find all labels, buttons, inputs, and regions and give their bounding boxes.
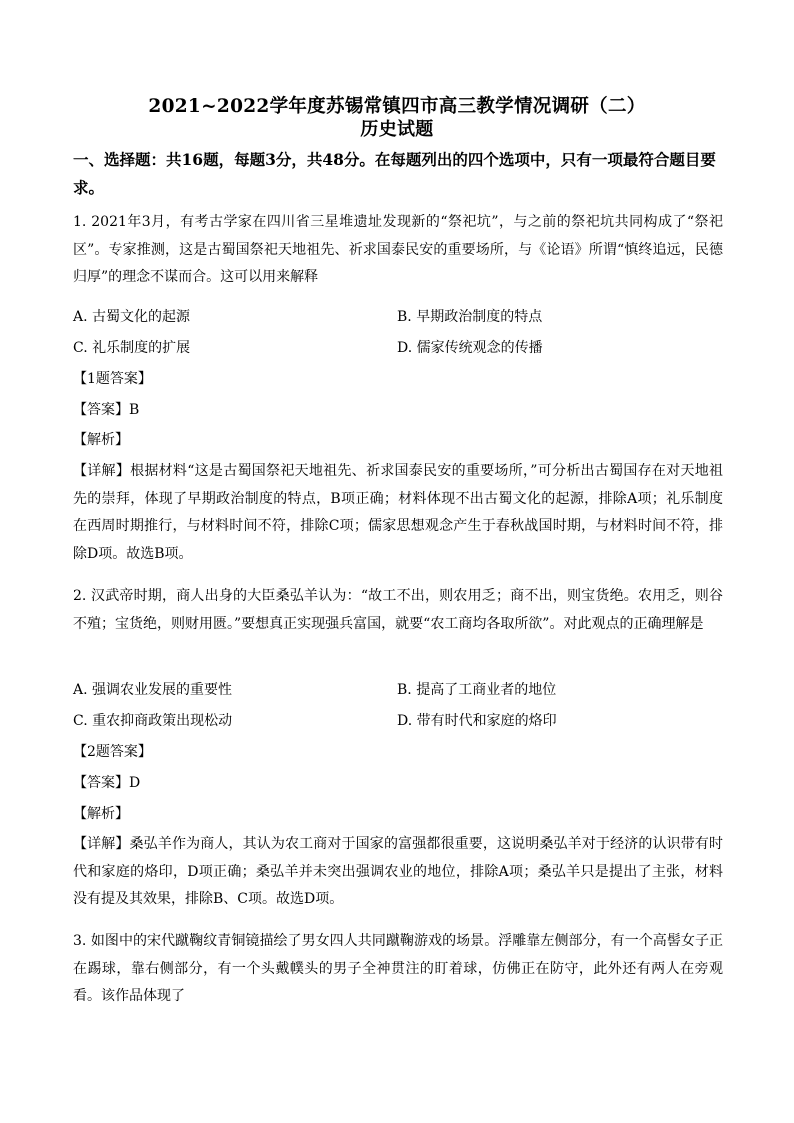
question-3-stem: 3. 如图中的宋代蹴鞠纹青铜镜描绘了男女四人共同蹴鞠游戏的场景。浮雕靠左侧部分，有一个高髻女子正在踢球，靠右侧部分，有一个头戴幞头的男子全神贯注的盯着球，仿佛正在防守，此外还有两人在旁观看。该作品体现了 xyxy=(73,933,723,1004)
question-1-option-c: C. 礼乐制度的扩展 xyxy=(73,340,191,356)
question-2-option-d: D. 带有时代和家庭的烙印 xyxy=(397,713,557,729)
question-1-detail xyxy=(73,458,723,568)
question-2-option-c: C. 重农抑商政策出现松动 xyxy=(73,713,233,729)
question-2-answer-tag: 【2题答案】 xyxy=(73,744,152,760)
question-1-option-a: A. 古蜀文化的起源 xyxy=(73,309,191,325)
detail-label: 【详解】 xyxy=(73,836,130,852)
document-title: 2021~2022学年度苏锡常镇四市高三教学情况调研（二） xyxy=(148,96,646,117)
question-1-option-b: B. 早期政治制度的特点 xyxy=(397,309,543,325)
question-2-answer xyxy=(73,773,140,793)
question-1-answer xyxy=(73,400,139,420)
answer-value: B xyxy=(129,402,140,418)
detail-text: 根据材料“这是古蜀国祭祀天地祖先、祈求国泰民安的重要场所，”可分析出古蜀国存在对天地祖先的崇拜，体现了早期政治制度的特点，B项正确；材料体现不出古蜀文化的起源，排除A项；礼乐制度在西周时期推行，与材料时间不符，排除C项；儒家思想观念产生于春秋战国时期，与材料时间不符，排除D项。故选B项。 xyxy=(73,463,724,562)
question-2-option-a: A. 强调农业发展的重要性 xyxy=(73,682,233,698)
question-2-analysis-label: 【解析】 xyxy=(73,806,129,822)
document-subtitle: 历史试题 xyxy=(360,119,434,140)
section-heading: 一、选择题：共16题，每题3分，共48分。在每题列出的四个选项中，只有一项最符合题目要求。 xyxy=(73,150,716,197)
question-1-analysis-label: 【解析】 xyxy=(73,432,129,448)
question-2-detail xyxy=(73,831,723,914)
answer-label: 【答案】 xyxy=(73,402,129,418)
question-1-stem: 1. 2021年3月，有考古学家在四川省三星堆遗址发现新的“祭祀坑”，与之前的祭祀坑共同构成了“祭祀区”。专家推测，这是古蜀国祭祀天地祖先、祈求国泰民安的重要场所，与《论语》所谓“慎终追远，民德归厚”的理念不谋而合。这可以用来解释 xyxy=(73,214,723,285)
question-2-stem: 2. 汉武帝时期，商人出身的大臣桑弘羊认为：“故工不出，则农用乏；商不出，则宝货绝。农用乏，则谷不殖；宝货绝，则财用匮。”要想真正实现强兵富国，就要“农工商均各取所欲”。对此观点的正确理解是 xyxy=(73,588,723,632)
detail-text: 桑弘羊作为商人，其认为农工商对于国家的富强都很重要，这说明桑弘羊对于经济的认识带有时代和家庭的烙印，D项正确；桑弘羊并未突出强调农业的地位，排除A项；桑弘羊只是提出了主张，材料没有提及其效果，排除B、C项。故选D项。 xyxy=(73,836,724,907)
answer-value: D xyxy=(129,775,141,791)
question-2-option-b: B. 提高了工商业者的地位 xyxy=(397,682,557,698)
question-1-option-d: D. 儒家传统观念的传播 xyxy=(397,340,543,356)
answer-label: 【答案】 xyxy=(73,775,129,791)
question-1-answer-tag: 【1题答案】 xyxy=(73,371,152,387)
detail-label: 【详解】 xyxy=(73,463,131,479)
